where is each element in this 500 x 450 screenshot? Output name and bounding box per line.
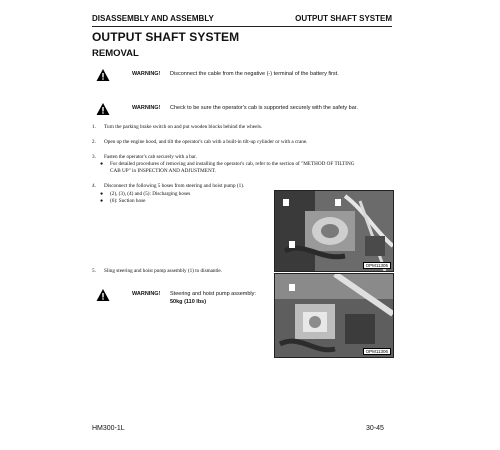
warning-icon [96,102,110,116]
bullet-icon: ● [100,161,104,167]
step-number: 4. [92,183,96,189]
warning-text-line-2: 50kg (110 lbs) [170,299,207,305]
header-right: OUTPUT SHAFT SYSTEM [295,14,392,23]
step-number: 3. [92,154,96,160]
warning-label: WARNING! [132,105,161,111]
step-text: Open up the engine hood, and tilt the operator's cab with a built-in tilt-up cylinder or with a crane. [104,139,308,145]
warning-text-line-1: Steering and hoist pump assembly: [170,291,256,297]
photo-image [275,274,393,357]
step-text: Fasten the operator's cab securely with a bar. [104,154,197,160]
warning-label: WARNING! [132,291,161,297]
photo-hoses [274,190,394,272]
warning-2 [96,104,396,118]
warning-text: Disconnect the cable from the negative (-) terminal of the battery first. [170,71,339,77]
footer-model: HM300-1L [92,425,125,432]
footer-page-number: 30-45 [366,425,384,432]
photo-pump-assembly [274,273,394,358]
warning-3 [96,290,266,304]
bullet-icon: ● [100,198,104,204]
step-number: 2. [92,139,96,145]
photo-caption: OPM11306 [363,348,391,355]
photo-caption: OPM11305 [363,262,391,269]
header-left: DISASSEMBLY AND ASSEMBLY [92,14,214,23]
step-text: Sling steering and hoist pump assembly (1) to dismantle. [104,268,223,274]
page-title: OUTPUT SHAFT SYSTEM [92,30,240,44]
step-text: Turn the parking brake switch on and put wooden blocks behind the wheels. [104,124,263,130]
warning-label: WARNING! [132,71,161,77]
section-title: REMOVAL [92,48,139,59]
warning-icon [96,288,110,302]
running-header [92,14,392,27]
bullet-text-line-1: For detailed procedures of removing and installing the operator's cab, refer to the section of "METHOD OF TILTING [110,161,355,167]
bullet-text: (2), (3), (4) and (5): Discharging hoses [110,191,191,197]
warning-1 [96,70,396,84]
warning-text: Check to be sure the operator's cab is supported securely with the safety bar. [170,105,358,111]
step-text: Disconnect the following 5 hoses from steering and hoist pump (1). [104,183,245,189]
step-number: 5. [92,268,96,274]
bullet-text-line-2: CAB UP" in INSPECTION AND ADJUSTMENT. [110,168,216,174]
step-number: 1. [92,124,96,130]
photo-image [275,191,393,271]
bullet-icon: ● [100,191,104,197]
bullet-text: (6): Suction hose [110,198,146,204]
warning-icon [96,68,110,82]
